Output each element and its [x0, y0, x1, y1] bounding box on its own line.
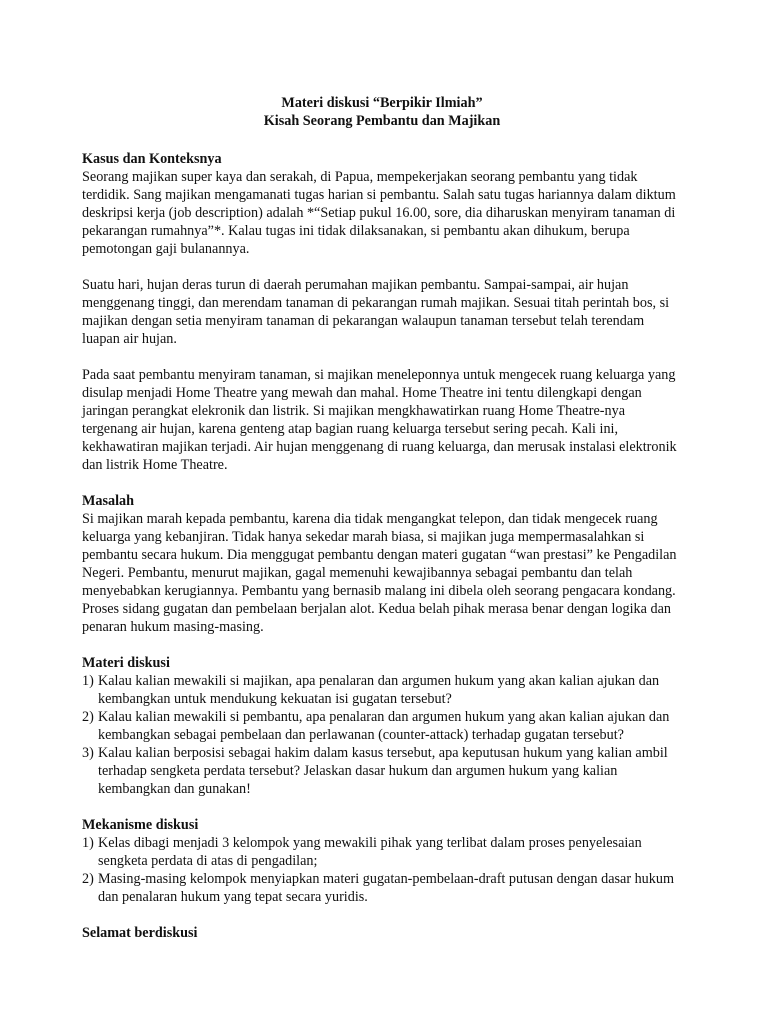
kasus-paragraph-1: Seorang majikan super kaya dan serakah, di Papua, mempekerjakan seorang pembantu yang tidak terdidik. Sang majikan mengamanati tugas harian si pembantu. Salah satu tugas hariannya dalam diktum deskripsi kerja (job description) adalah *“Setiap pukul 16.00, sore, dia diharuskan menyiram tanaman di pekarangan rumahnya”*. Kalau tugas ini tidak dilaksanakan, si pembantu akan dihukum, berupa pemotongan gaji bulanannya.: [82, 169, 676, 257]
list-number: 1): [82, 673, 94, 689]
masalah-paragraph: Si majikan marah kepada pembantu, karena dia tidak mengangkat telepon, dan tidak mengecek ruang keluarga yang kebanjiran. Tidak hanya sekedar marah biasa, si majikan juga mempermasalahkan si pembantu secara hukum. Dia menggugat pembantu dengan materi gugatan “wan prestasi” ke Pengadilan Negeri. Pembantu, menurut majikan, gagal memenuhi kewajibannya sebagai pembantu dan telah menyebabkan kerugiannya. Pembantu yang bernasib malang ini dibela oleh seorang pengacara kondang. Proses sidang gugatan dan pembelaan berjalan alot. Kedua belah pihak merasa benar dengan logika dan penaran hukum masing-masing.: [82, 511, 677, 635]
list-item: [82, 870, 682, 906]
list-item-text: Kalau kalian mewakili si majikan, apa penalaran dan argumen hukum yang akan kalian ajukan dan kembangkan untuk mendukung kekuatan isi gugatan tersebut?: [98, 673, 660, 707]
list-number: 2): [82, 709, 94, 725]
heading-materi: Materi diskusi: [82, 655, 170, 671]
kasus-paragraph-2: Suatu hari, hujan deras turun di daerah perumahan majikan pembantu. Sampai-sampai, air hujan menggenang tinggi, dan merendam tanaman di pekarangan rumah majikan. Sesuai titah perintah bos, si majikan dengan setia menyiram tanaman di pekarangan walaupun tanaman tersebut telah terendam luapan air hujan.: [82, 277, 670, 347]
section-masalah: [82, 492, 682, 636]
list-number: 1): [82, 835, 94, 851]
mekanisme-list: [82, 834, 682, 906]
closing-text: Selamat berdiskusi: [82, 925, 198, 941]
list-item: [82, 672, 682, 708]
title-line-1: Materi diskusi “Berpikir Ilmiah”: [281, 95, 483, 111]
list-item: [82, 708, 682, 744]
materi-list: [82, 672, 682, 798]
list-number: 2): [82, 871, 94, 887]
list-item: [82, 834, 682, 870]
section-kasus: [82, 150, 682, 474]
title-line-2: Kisah Seorang Pembantu dan Majikan: [263, 113, 501, 129]
document-title: [82, 94, 682, 130]
heading-masalah: Masalah: [82, 493, 135, 509]
list-item-text: Masing-masing kelompok menyiapkan materi gugatan-pembelaan-draft putusan dengan dasar hukum dan penalaran hukum yang tepat secara yuridis.: [98, 871, 674, 905]
list-item-text: Kelas dibagi menjadi 3 kelompok yang mewakili pihak yang terlibat dalam proses penyelesaian sengketa perdata di atas di pengadilan;: [98, 835, 642, 869]
list-number: 3): [82, 745, 94, 761]
heading-mekanisme: Mekanisme diskusi: [82, 817, 199, 833]
list-item: [82, 744, 682, 798]
section-materi: [82, 654, 682, 798]
section-mekanisme: [82, 816, 682, 906]
kasus-paragraph-3: Pada saat pembantu menyiram tanaman, si majikan meneleponnya untuk mengecek ruang keluarga yang disulap menjadi Home Theatre yang mewah dan mahal. Home Theatre ini tentu dilengkapi dengan jaringan perangkat elekronik dan listrik. Si majikan mengkhawatirkan ruang Home Theatre-nya tergenang air hujan, karena genteng atap bagian ruang keluarga tersebut sering pecah. Kali ini, kekhawatiran majikan terjadi. Air hujan menggenang di ruang keluarga, dan merusak instalasi elektronik dan listrik Home Theatre.: [82, 367, 677, 473]
list-item-text: Kalau kalian mewakili si pembantu, apa penalaran dan argumen hukum yang akan kalian ajukan dan kembangkan sebagai pembelaan dan perlawanan (counter-attack) terhadap gugatan tersebut?: [98, 709, 670, 743]
heading-kasus: Kasus dan Konteksnya: [82, 151, 222, 167]
list-item-text: Kalau kalian berposisi sebagai hakim dalam kasus tersebut, apa keputusan hukum yang kalian ambil terhadap sengketa perdata tersebut? Jelaskan dasar hukum dan argumen hukum yang kalian kembangkan dan gunakan!: [98, 745, 668, 797]
